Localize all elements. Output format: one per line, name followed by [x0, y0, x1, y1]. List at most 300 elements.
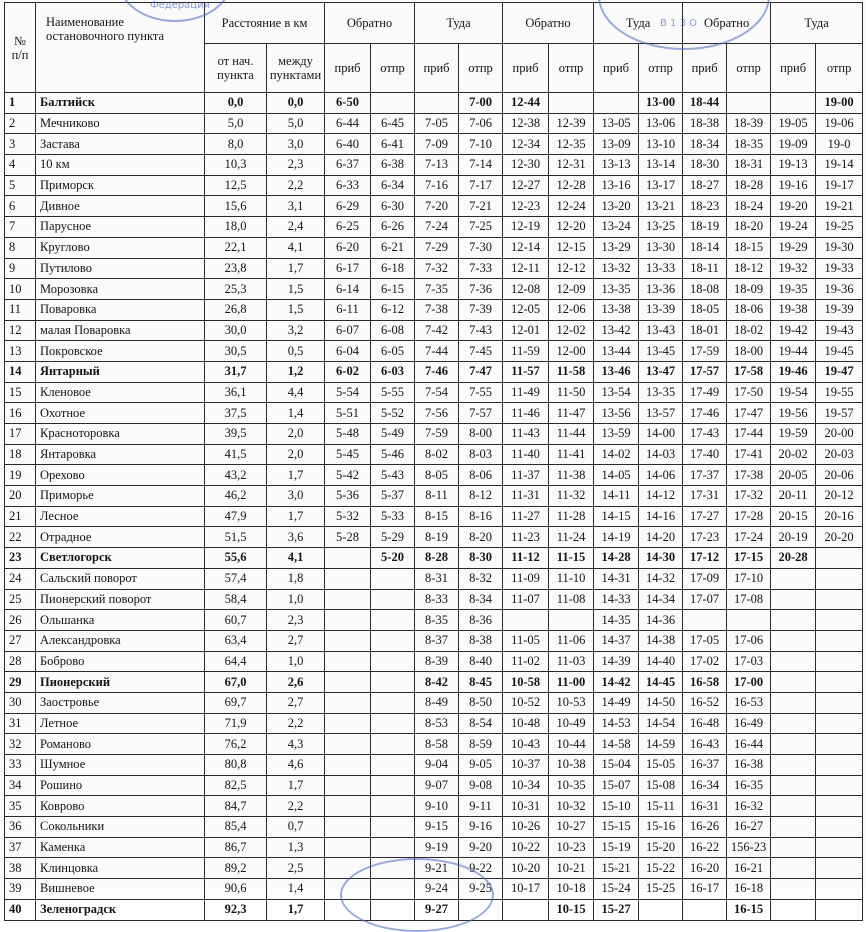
departure-time: 10-35 — [549, 775, 594, 796]
departure-time: 16-27 — [727, 817, 771, 838]
arrival-time — [325, 630, 371, 651]
row-number: 14 — [5, 361, 36, 382]
departure-time: 18-28 — [727, 175, 771, 196]
row-number: 22 — [5, 527, 36, 548]
departure-time: 8-36 — [459, 610, 503, 631]
table-row — [5, 486, 863, 507]
distance-from-start: 55,6 — [205, 548, 267, 569]
departure-time: 7-06 — [459, 113, 503, 134]
arrival-time: 8-02 — [415, 444, 459, 465]
row-number: 5 — [5, 175, 36, 196]
arrival-time — [683, 899, 727, 920]
stop-name: Ольшанка — [36, 610, 205, 631]
arrival-time — [325, 610, 371, 631]
table-row — [5, 796, 863, 817]
stop-name: Летное — [36, 713, 205, 734]
departure-time: 8-06 — [459, 465, 503, 486]
departure-time: 13-06 — [639, 113, 683, 134]
arrival-time: 12-34 — [503, 134, 549, 155]
arrival-time — [325, 672, 371, 693]
departure-time: 11-03 — [549, 651, 594, 672]
row-number: 11 — [5, 299, 36, 320]
departure-time: 18-20 — [727, 217, 771, 238]
arrival-time: 19-20 — [771, 196, 816, 217]
departure-time: 9-11 — [459, 796, 503, 817]
arrival-time: 5-42 — [325, 465, 371, 486]
departure-time: 14-06 — [639, 465, 683, 486]
row-number: 2 — [5, 113, 36, 134]
arrival-time: 15-10 — [594, 796, 639, 817]
arrival-time: 9-04 — [415, 755, 459, 776]
departure-time: 20-12 — [816, 486, 863, 507]
arrival-time: 9-10 — [415, 796, 459, 817]
departure-time — [727, 610, 771, 631]
departure-time — [816, 775, 863, 796]
departure-time: 12-06 — [549, 299, 594, 320]
departure-time: 11-32 — [549, 486, 594, 507]
departure-time: 8-38 — [459, 630, 503, 651]
arrival-time: 16-48 — [683, 713, 727, 734]
distance-between: 2,3 — [267, 610, 325, 631]
arrival-time: 12-30 — [503, 155, 549, 176]
arrival-time: 13-29 — [594, 237, 639, 258]
departure-time: 5-37 — [371, 486, 415, 507]
row-number: 40 — [5, 899, 36, 920]
table-row — [5, 755, 863, 776]
dep-header: отпр — [549, 44, 594, 93]
arrival-time: 7-05 — [415, 113, 459, 134]
stop-name: Круглово — [36, 237, 205, 258]
arrival-time: 19-05 — [771, 113, 816, 134]
departure-time: 12-12 — [549, 258, 594, 279]
arrival-time: 18-23 — [683, 196, 727, 217]
departure-time: 7-17 — [459, 175, 503, 196]
departure-time: 10-27 — [549, 817, 594, 838]
departure-time — [816, 713, 863, 734]
arrival-time: 17-09 — [683, 568, 727, 589]
departure-time: 10-32 — [549, 796, 594, 817]
departure-time — [371, 755, 415, 776]
arrival-time: 8-39 — [415, 651, 459, 672]
dep-header: отпр — [371, 44, 415, 93]
arrival-time: 13-09 — [594, 134, 639, 155]
stop-name: Боброво — [36, 651, 205, 672]
distance-from-start: 18,0 — [205, 217, 267, 238]
arrival-time: 6-11 — [325, 299, 371, 320]
arrival-time: 13-24 — [594, 217, 639, 238]
departure-time: 17-03 — [727, 651, 771, 672]
distance-from-start: 47,9 — [205, 506, 267, 527]
departure-time: 8-30 — [459, 548, 503, 569]
table-row — [5, 424, 863, 445]
arrival-time: 14-11 — [594, 486, 639, 507]
arrival-time: 6-33 — [325, 175, 371, 196]
departure-time: 7-21 — [459, 196, 503, 217]
stop-name: Заостровье — [36, 692, 205, 713]
departure-time — [371, 775, 415, 796]
departure-time: 14-32 — [639, 568, 683, 589]
arrival-time — [325, 899, 371, 920]
departure-time: 13-35 — [639, 382, 683, 403]
departure-time: 8-34 — [459, 589, 503, 610]
arrival-time — [771, 775, 816, 796]
departure-time: 9-16 — [459, 817, 503, 838]
stop-name: Застава — [36, 134, 205, 155]
arrival-time — [415, 93, 459, 114]
stop-name: Отрадное — [36, 527, 205, 548]
departure-time: 8-54 — [459, 713, 503, 734]
arrival-time: 14-42 — [594, 672, 639, 693]
stop-name: малая Поваровка — [36, 320, 205, 341]
arrival-time: 7-29 — [415, 237, 459, 258]
departure-time: 13-33 — [639, 258, 683, 279]
row-number: 16 — [5, 403, 36, 424]
arrival-time — [771, 589, 816, 610]
group-header-6: Туда — [771, 3, 863, 44]
arrival-time: 20-15 — [771, 506, 816, 527]
departure-time: 7-25 — [459, 217, 503, 238]
arrival-time: 6-44 — [325, 113, 371, 134]
stop-name: Пионерский — [36, 672, 205, 693]
distance-from-start: 23,8 — [205, 258, 267, 279]
departure-time: 9-08 — [459, 775, 503, 796]
departure-time: 19-25 — [816, 217, 863, 238]
arrival-time: 6-37 — [325, 155, 371, 176]
arrival-time: 13-35 — [594, 279, 639, 300]
arrival-time: 5-54 — [325, 382, 371, 403]
arrival-time: 7-32 — [415, 258, 459, 279]
arrival-time: 18-19 — [683, 217, 727, 238]
departure-time — [371, 692, 415, 713]
distance-between: 0,5 — [267, 341, 325, 362]
arrival-time: 16-31 — [683, 796, 727, 817]
table-row — [5, 217, 863, 238]
arrival-time: 14-02 — [594, 444, 639, 465]
stamp-top-left-text: Федерация — [150, 0, 210, 11]
arrival-time: 5-28 — [325, 527, 371, 548]
stop-name: Клинцовка — [36, 858, 205, 879]
arrival-time: 8-05 — [415, 465, 459, 486]
arrival-time: 17-07 — [683, 589, 727, 610]
arrival-time: 10-48 — [503, 713, 549, 734]
dep-header: отпр — [816, 44, 863, 93]
distance-between: 3,6 — [267, 527, 325, 548]
departure-time — [816, 837, 863, 858]
arrival-time: 15-27 — [594, 899, 639, 920]
departure-time: 18-39 — [727, 113, 771, 134]
distance-from-start: 76,2 — [205, 734, 267, 755]
departure-time: 6-34 — [371, 175, 415, 196]
distance-between: 0,7 — [267, 817, 325, 838]
departure-time: 7-10 — [459, 134, 503, 155]
distance-between: 1,0 — [267, 651, 325, 672]
stop-name: Красноторовка — [36, 424, 205, 445]
row-number: 34 — [5, 775, 36, 796]
departure-time: 10-44 — [549, 734, 594, 755]
arrival-time: 5-36 — [325, 486, 371, 507]
departure-time: 17-50 — [727, 382, 771, 403]
distance-between: 1,4 — [267, 879, 325, 900]
departure-time: 5-33 — [371, 506, 415, 527]
distance-from-start: 25,3 — [205, 279, 267, 300]
table-row — [5, 444, 863, 465]
distance-from-start: 86,7 — [205, 837, 267, 858]
arrival-time: 6-17 — [325, 258, 371, 279]
arrival-time — [325, 651, 371, 672]
distance-between: 2,5 — [267, 858, 325, 879]
arrival-time: 14-35 — [594, 610, 639, 631]
departure-time: 7-45 — [459, 341, 503, 362]
departure-time: 11-24 — [549, 527, 594, 548]
departure-time — [549, 93, 594, 114]
arrival-time — [771, 734, 816, 755]
departure-time: 16-35 — [727, 775, 771, 796]
distance-from-start: 36,1 — [205, 382, 267, 403]
departure-time: 19-57 — [816, 403, 863, 424]
departure-time — [371, 734, 415, 755]
distance-between: 1,4 — [267, 403, 325, 424]
distance-from-start: 57,4 — [205, 568, 267, 589]
departure-time: 16-38 — [727, 755, 771, 776]
arrival-time: 12-11 — [503, 258, 549, 279]
arrival-time: 12-01 — [503, 320, 549, 341]
arrival-time: 8-35 — [415, 610, 459, 631]
departure-time: 7-00 — [459, 93, 503, 114]
departure-time: 20-03 — [816, 444, 863, 465]
departure-time — [459, 899, 503, 920]
row-number: 28 — [5, 651, 36, 672]
arrival-time: 14-49 — [594, 692, 639, 713]
arrival-time: 8-15 — [415, 506, 459, 527]
departure-time: 18-15 — [727, 237, 771, 258]
arrival-time: 19-56 — [771, 403, 816, 424]
arrival-time: 18-01 — [683, 320, 727, 341]
table-row — [5, 775, 863, 796]
row-number: 12 — [5, 320, 36, 341]
stop-name: Зеленоградск — [36, 899, 205, 920]
departure-time: 8-20 — [459, 527, 503, 548]
departure-time — [816, 568, 863, 589]
departure-time: 7-33 — [459, 258, 503, 279]
departure-time — [816, 734, 863, 755]
arrival-time: 12-05 — [503, 299, 549, 320]
arrival-time: 11-31 — [503, 486, 549, 507]
stop-name: Янтарный — [36, 361, 205, 382]
departure-time — [371, 858, 415, 879]
arrival-time — [325, 755, 371, 776]
distance-between: 2,2 — [267, 796, 325, 817]
table-row — [5, 258, 863, 279]
row-number: 29 — [5, 672, 36, 693]
table-row — [5, 299, 863, 320]
departure-time: 18-06 — [727, 299, 771, 320]
arrival-time: 14-31 — [594, 568, 639, 589]
arrival-time: 9-07 — [415, 775, 459, 796]
bus-timetable — [4, 2, 863, 921]
arrival-time: 11-23 — [503, 527, 549, 548]
departure-time: 13-39 — [639, 299, 683, 320]
arrival-time: 13-59 — [594, 424, 639, 445]
departure-time: 9-20 — [459, 837, 503, 858]
col-stop-name-header: Наименование остановочного пункта — [36, 3, 205, 93]
arrival-time: 17-59 — [683, 341, 727, 362]
row-number: 31 — [5, 713, 36, 734]
arrival-time: 17-37 — [683, 465, 727, 486]
row-number: 17 — [5, 424, 36, 445]
arrival-time: 14-53 — [594, 713, 639, 734]
departure-time: 8-50 — [459, 692, 503, 713]
arrival-time — [771, 858, 816, 879]
stop-name: Путилово — [36, 258, 205, 279]
arrival-time: 7-44 — [415, 341, 459, 362]
departure-time — [371, 651, 415, 672]
header-row-1 — [5, 3, 863, 44]
departure-time: 13-14 — [639, 155, 683, 176]
departure-time: 11-41 — [549, 444, 594, 465]
arrival-time: 7-16 — [415, 175, 459, 196]
departure-time: 16-53 — [727, 692, 771, 713]
distance-from-start: 82,5 — [205, 775, 267, 796]
departure-time: 8-45 — [459, 672, 503, 693]
arrival-time — [325, 858, 371, 879]
departure-time: 5-49 — [371, 424, 415, 445]
arrival-time: 12-27 — [503, 175, 549, 196]
table-row — [5, 548, 863, 569]
departure-time: 7-14 — [459, 155, 503, 176]
arrival-time: 20-19 — [771, 527, 816, 548]
arrival-time: 10-26 — [503, 817, 549, 838]
arrival-time: 14-58 — [594, 734, 639, 755]
departure-time: 15-22 — [639, 858, 683, 879]
distance-from-start: 69,7 — [205, 692, 267, 713]
departure-time: 7-47 — [459, 361, 503, 382]
arrival-time: 13-56 — [594, 403, 639, 424]
arrival-time: 19-09 — [771, 134, 816, 155]
departure-time: 5-20 — [371, 548, 415, 569]
departure-time: 13-45 — [639, 341, 683, 362]
departure-time — [816, 796, 863, 817]
arrival-time: 17-49 — [683, 382, 727, 403]
arrival-time — [771, 692, 816, 713]
departure-time — [816, 630, 863, 651]
arrival-time: 5-51 — [325, 403, 371, 424]
arrival-time: 15-04 — [594, 755, 639, 776]
departure-time: 13-30 — [639, 237, 683, 258]
departure-time: 15-08 — [639, 775, 683, 796]
row-number: 15 — [5, 382, 36, 403]
arrival-time: 6-20 — [325, 237, 371, 258]
group-header-3: Обратно — [503, 3, 594, 44]
table-row — [5, 175, 863, 196]
distance-between: 3,2 — [267, 320, 325, 341]
departure-time: 14-03 — [639, 444, 683, 465]
arrival-time — [771, 93, 816, 114]
distance-between: 4,6 — [267, 755, 325, 776]
dep-header: отпр — [727, 44, 771, 93]
departure-time: 16-15 — [727, 899, 771, 920]
arrival-time: 11-49 — [503, 382, 549, 403]
departure-time: 14-36 — [639, 610, 683, 631]
departure-time: 15-25 — [639, 879, 683, 900]
distance-between: 2,4 — [267, 217, 325, 238]
table-row — [5, 672, 863, 693]
arrival-time: 18-08 — [683, 279, 727, 300]
arrival-time: 6-25 — [325, 217, 371, 238]
arrival-time: 19-46 — [771, 361, 816, 382]
departure-time: 6-03 — [371, 361, 415, 382]
arrival-time: 7-09 — [415, 134, 459, 155]
departure-time: 7-39 — [459, 299, 503, 320]
arr-header: приб — [771, 44, 816, 93]
departure-time: 11-10 — [549, 568, 594, 589]
departure-time — [371, 796, 415, 817]
row-number: 21 — [5, 506, 36, 527]
departure-time: 16-18 — [727, 879, 771, 900]
arrival-time: 16-22 — [683, 837, 727, 858]
departure-time: 17-47 — [727, 403, 771, 424]
row-number: 4 — [5, 155, 36, 176]
arrival-time: 13-16 — [594, 175, 639, 196]
stop-name: Балтийск — [36, 93, 205, 114]
distance-from-start: 80,8 — [205, 755, 267, 776]
group-header-1: Обратно — [325, 3, 415, 44]
arrival-time: 16-58 — [683, 672, 727, 693]
arrival-time: 6-40 — [325, 134, 371, 155]
departure-time: 7-55 — [459, 382, 503, 403]
row-number: 3 — [5, 134, 36, 155]
departure-time — [816, 589, 863, 610]
arrival-time: 15-21 — [594, 858, 639, 879]
departure-time: 17-00 — [727, 672, 771, 693]
row-number: 24 — [5, 568, 36, 589]
arrival-time: 15-19 — [594, 837, 639, 858]
table-row — [5, 734, 863, 755]
distance-between: 4,1 — [267, 548, 325, 569]
departure-time: 7-36 — [459, 279, 503, 300]
arrival-time: 8-37 — [415, 630, 459, 651]
stop-name: Поваровка — [36, 299, 205, 320]
arrival-time: 7-54 — [415, 382, 459, 403]
arrival-time: 17-27 — [683, 506, 727, 527]
stop-name: Сокольники — [36, 817, 205, 838]
table-row — [5, 589, 863, 610]
table-row — [5, 837, 863, 858]
table-row — [5, 93, 863, 114]
departure-time: 18-31 — [727, 155, 771, 176]
departure-time: 7-57 — [459, 403, 503, 424]
arrival-time: 19-44 — [771, 341, 816, 362]
departure-time: 8-16 — [459, 506, 503, 527]
table-row — [5, 858, 863, 879]
departure-time — [816, 755, 863, 776]
departure-time: 11-15 — [549, 548, 594, 569]
arrival-time: 7-13 — [415, 155, 459, 176]
departure-time: 10-38 — [549, 755, 594, 776]
distance-from-start: 15,6 — [205, 196, 267, 217]
departure-time: 11-38 — [549, 465, 594, 486]
arrival-time: 11-09 — [503, 568, 549, 589]
row-number: 10 — [5, 279, 36, 300]
departure-time: 14-30 — [639, 548, 683, 569]
distance-between: 2,7 — [267, 692, 325, 713]
departure-time: 8-12 — [459, 486, 503, 507]
distance-from-start: 5,0 — [205, 113, 267, 134]
departure-time: 18-35 — [727, 134, 771, 155]
departure-time: 19-39 — [816, 299, 863, 320]
row-number: 9 — [5, 258, 36, 279]
distance-between: 2,0 — [267, 444, 325, 465]
table-row — [5, 692, 863, 713]
